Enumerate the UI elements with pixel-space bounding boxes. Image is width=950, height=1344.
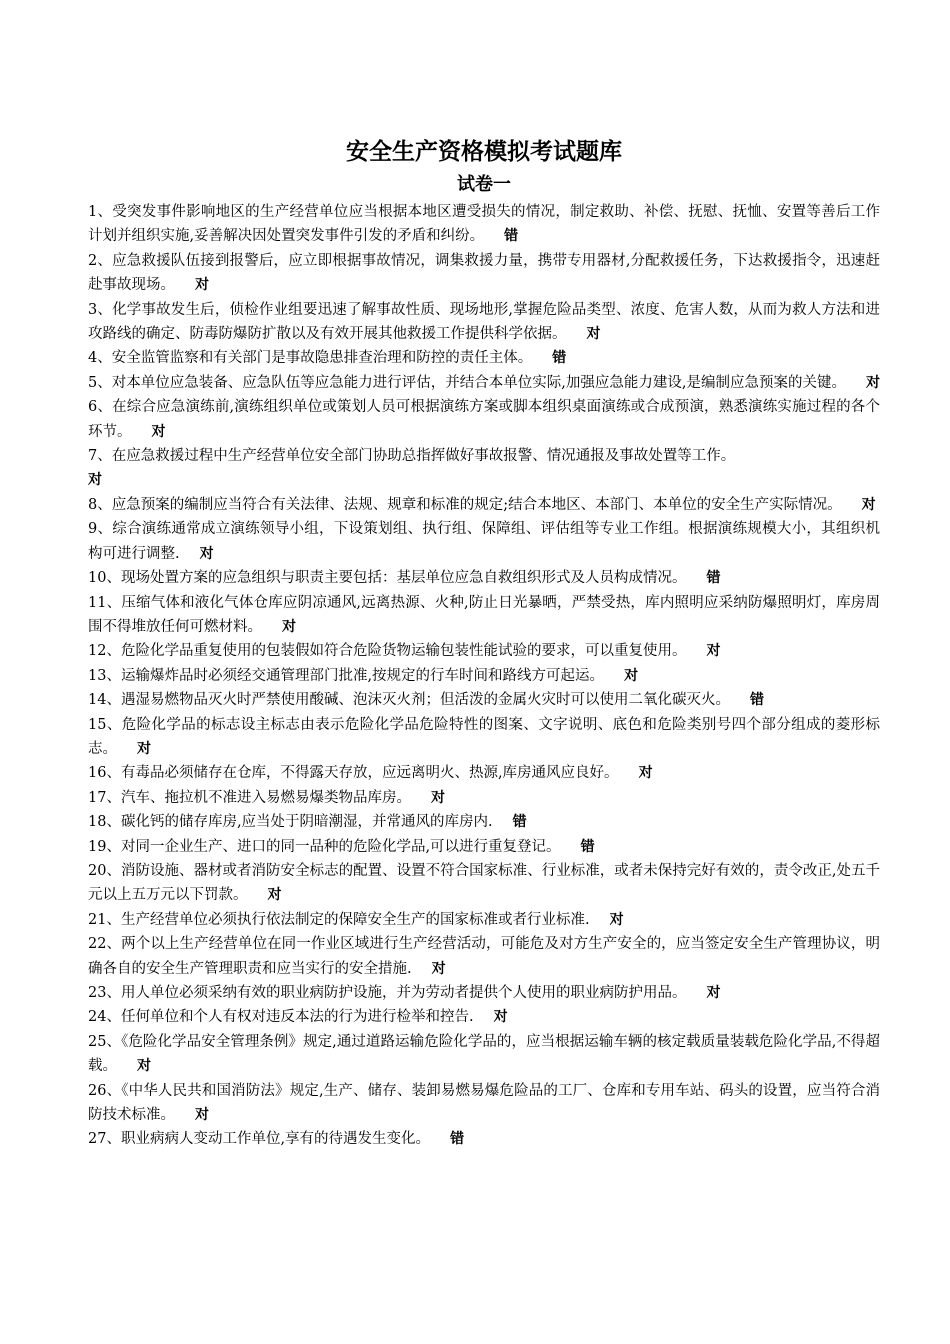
question-item bbox=[88, 395, 880, 444]
question-item bbox=[88, 688, 880, 712]
answer-mark: 对 bbox=[493, 1009, 508, 1026]
question-text: 19、对同一企业生产、进口的同一品种的危险化学品,可以进行重复登记。 bbox=[88, 838, 561, 855]
answer-mark: 错 bbox=[580, 838, 595, 855]
question-text: 6、在综合应急演练前,演练组织单位或策划人员可根据演练方案或脚本组织桌面演练或合成预演，熟悉演练实施过程的各个环节。 bbox=[88, 399, 880, 440]
answer-mark: 对 bbox=[609, 911, 624, 928]
question-text: 20、消防设施、器材或者消防安全标志的配置、设置不符合国家标准、行业标准，或者未保持完好有效的，责令改正,处五千元以上五万元以下罚款。 bbox=[88, 862, 880, 904]
question-item bbox=[88, 1079, 880, 1128]
question-item bbox=[88, 1030, 880, 1079]
answer-mark: 对 bbox=[638, 765, 653, 782]
question-text: 9、综合演练通常成立演练领导小组，下设策划组、执行组、保障组、评估组等专业工作组。根据演练规模大小，其组织机构可进行调整. bbox=[88, 521, 880, 562]
question-item bbox=[88, 664, 880, 688]
question-text: 3、化学事故发生后，侦检作业组要迅速了解事故性质、现场地形,掌握危险品类型、浓度、危害人数，从而为救人方法和进攻路线的确定、防毒防爆防扩散以及有效开展其他救援工作提供科学依据。 bbox=[88, 301, 880, 343]
answer-mark: 对 bbox=[88, 472, 102, 489]
answer-mark: 对 bbox=[706, 643, 721, 660]
question-item bbox=[88, 298, 880, 347]
answer-mark: 对 bbox=[199, 545, 214, 562]
answer-mark: 错 bbox=[552, 350, 567, 367]
question-item bbox=[88, 566, 880, 590]
question-text: 15、危险化学品的标志设主标志由表示危险化学品危险特性的图案、文字说明、底色和危险类别号四个部分组成的菱形标志。 bbox=[88, 716, 880, 757]
question-text: 2、应急救援队伍接到报警后，应立即根据事故情况，调集救援力量，携带专用器材,分配救援任务，下达救援指令，迅速赶赴事故现场。 bbox=[88, 252, 880, 294]
question-item bbox=[88, 786, 880, 810]
answer-mark: 对 bbox=[865, 374, 880, 391]
answer-mark: 对 bbox=[706, 985, 721, 1001]
question-text: 1、受突发事件影响地区的生产经营单位应当根据本地区遭受损失的情况，制定救助、补偿、抚慰、抚恤、安置等善后工作计划并组织实施,妥善解决因处置突发事件引发的矛盾和纠纷。 bbox=[88, 204, 880, 245]
question-item bbox=[88, 908, 880, 932]
question-text: 24、任何单位和个人有权对违反本法的行为进行检举和控告. bbox=[88, 1009, 474, 1026]
question-text: 14、遇湿易燃物品灭火时严禁使用酸碱、泡沫灭火剂；但活泼的金属火灾时可以使用二氧化碳灭火。 bbox=[88, 692, 730, 709]
question-text: 7、在应急救援过程中生产经营单位安全部门协助总指挥做好事故报警、情况通报及事故处置等工作。 bbox=[88, 448, 736, 465]
question-item bbox=[88, 517, 880, 566]
question-text: 11、压缩气体和液化气体仓库应阴凉通风,远离热源、火种,防止日光暴晒，严禁受热，库内照明应采纳防爆照明灯，库房周围不得堆放任何可燃材料。 bbox=[88, 594, 880, 635]
question-item bbox=[88, 932, 880, 981]
question-text: 13、运输爆炸品时必须经交通管理部门批准,按规定的行车时间和路线方可起运。 bbox=[88, 667, 605, 684]
question-item bbox=[88, 200, 880, 249]
answer-mark: 对 bbox=[282, 618, 296, 635]
answer-mark: 对 bbox=[430, 789, 445, 806]
question-item bbox=[88, 346, 880, 370]
question-item bbox=[88, 713, 880, 762]
answer-mark: 对 bbox=[151, 423, 166, 440]
question-text: 23、用人单位必须采纳有效的职业病防护设施，并为劳动者提供个人使用的职业病防护用品。 bbox=[88, 985, 687, 1001]
question-item bbox=[88, 981, 880, 1005]
question-item bbox=[88, 1005, 880, 1029]
question-item bbox=[88, 639, 880, 663]
question-text: 12、危险化学品重复使用的包装假如符合危险货物运输包装性能试验的要求，可以重复使用。 bbox=[88, 643, 687, 660]
exam-paper-title: 试卷一 bbox=[457, 174, 511, 195]
question-text: 18、碳化钙的储存库房,应当处于阴暗潮湿，并常通风的库房内. bbox=[88, 814, 493, 831]
question-text: 26、《中华人民共和国消防法》规定,生产、储存、装卸易燃易爆危险品的工厂、仓库和专用车站、码头的设置，应当符合消防技术标准。 bbox=[88, 1082, 880, 1124]
question-item bbox=[88, 835, 880, 859]
answer-mark: 错 bbox=[749, 692, 764, 709]
document-title: 安全生产资格模拟考试题库 bbox=[346, 139, 622, 165]
question-item bbox=[88, 591, 880, 640]
question-item bbox=[88, 493, 880, 517]
question-text: 16、有毒品必须储存在仓库，不得露天存放，应远离明火、热源,库房通风应良好。 bbox=[88, 765, 619, 782]
question-text: 5、对本单位应急装备、应急队伍等应急能力进行评估，并结合本单位实际,加强应急能力建设,是编制应急预案的关键。 bbox=[88, 374, 846, 391]
answer-mark: 对 bbox=[586, 326, 601, 343]
answer-mark: 对 bbox=[431, 960, 446, 977]
answer-mark: 对 bbox=[195, 1107, 209, 1124]
answer-mark: 错 bbox=[512, 814, 527, 831]
answer-mark: 错 bbox=[450, 1131, 465, 1148]
question-text: 25、《危险化学品安全管理条例》规定,通过道路运输危险化学品的，应当根据运输车辆的核定载质量装载危险化学品,不得超载。 bbox=[88, 1033, 880, 1075]
question-text: 27、职业病病人变动工作单位,享有的待遇发生变化。 bbox=[88, 1131, 431, 1148]
answer-mark: 错 bbox=[706, 570, 721, 587]
question-item bbox=[88, 444, 880, 493]
answer-mark: 对 bbox=[861, 496, 876, 513]
question-text: 4、安全监管监察和有关部门是事故隐患排查治理和防控的责任主体。 bbox=[88, 350, 533, 367]
question-item bbox=[88, 810, 880, 834]
question-item bbox=[88, 249, 880, 298]
question-text: 10、现场处置方案的应急组织与职责主要包括：基层单位应急自救组织形式及人员构成情况。 bbox=[88, 570, 687, 587]
question-item bbox=[88, 859, 880, 908]
question-item bbox=[88, 1127, 880, 1151]
answer-mark: 对 bbox=[267, 887, 282, 904]
question-item bbox=[88, 371, 880, 395]
question-text: 22、两个以上生产经营单位在同一作业区域进行生产经营活动，可能危及对方生产安全的，应当签定安全生产管理协议，明确各自的安全生产管理职责和应当实行的安全措施. bbox=[88, 936, 880, 977]
question-text: 21、生产经营单位必须执行依法制定的保障安全生产的国家标准或者行业标准. bbox=[88, 911, 590, 928]
question-list bbox=[88, 200, 880, 1152]
answer-mark: 对 bbox=[195, 277, 209, 294]
question-item bbox=[88, 761, 880, 785]
answer-mark: 错 bbox=[504, 228, 519, 245]
question-text: 17、汽车、拖拉机不准进入易燃易爆类物品库房。 bbox=[88, 789, 411, 806]
question-text: 8、应急预案的编制应当符合有关法律、法规、规章和标准的规定;结合本地区、本部门、本单位的安全生产实际情况。 bbox=[88, 496, 842, 513]
answer-mark: 对 bbox=[624, 667, 639, 684]
answer-mark: 对 bbox=[137, 740, 151, 757]
answer-mark: 对 bbox=[137, 1058, 151, 1075]
